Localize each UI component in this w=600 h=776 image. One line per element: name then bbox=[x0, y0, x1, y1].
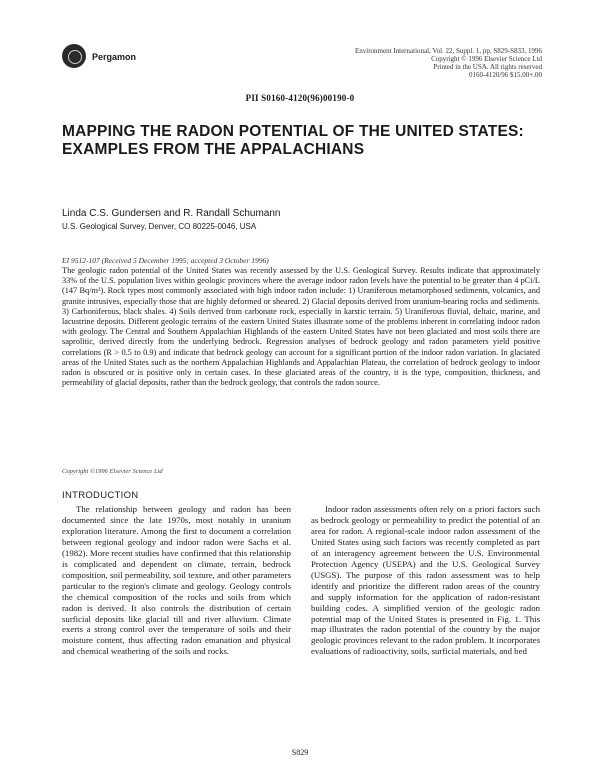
copyright-notice: Copyright ©1996 Elsevier Science Ltd bbox=[62, 468, 163, 475]
pii-identifier: PII S0160-4120(96)00190-0 bbox=[245, 93, 355, 103]
affiliation: U.S. Geological Survey, Denver, CO 80225-0046, USA bbox=[62, 222, 257, 231]
abstract: The geologic radon potential of the United States was recently assessed by the U.S. Geological Survey. Results indicate that approximately 33% of the U.S. population lives within geologic provinces where the average indoor radon levels have the potential to be greater than 4 pCi/L (147 Bq/m³). Rock types most commonly associated with high indoor radon include: 1) Uraniferous metamorphosed sediments, volcanics, and granite intrusives, especially those that are highly deformed or sheared. 2) Glacial deposits derived from uranium-bearing rocks and sediments. 3) Carboniferous, black shales. 4) Soils derived from carbonate rock, especially in karstic terrain. 5) Uraniferous fluvial, deltaic, marine, and lacustrine deposits. Different geologic terrains of the eastern United States illustrate some of the problems inherent in correlating indoor radon with geology. The Central and Southern Appalachian Highlands of the eastern United States have not been glaciated and most soils there are saprolitic, derived directly from the underlying bedrock. Regression analyses of bedrock geology and radon parameters yield positive correlations (R > 0.5 to 0.9) and indicate that bedrock geology can account for a significant portion of the indoor radon variation. In glaciated areas of the United States such as the northern Appalachian Highlands and Appalachian Plateau, the correlation of bedrock geology to indoor radon is obscured or is positive only in certain cases. In these glaciated areas of the country, it is the type, composition, thickness, and permeability of glacial deposits, rather than the bedrock geology, that controls the radon source. bbox=[62, 266, 540, 388]
journal-line: Printed in the USA. All rights reserved bbox=[433, 63, 542, 71]
journal-line: 0160-4120/96 $15.00+.00 bbox=[469, 71, 542, 79]
received-date: EI 9512-107 (Received 5 December 1995; accepted 3 October 1996) bbox=[62, 256, 269, 265]
journal-line: Environment International, Vol. 22, Suppl. 1, pp. S829-S833, 1996 bbox=[355, 47, 542, 55]
authors: Linda C.S. Gundersen and R. Randall Schumann bbox=[62, 208, 281, 219]
journal-citation bbox=[322, 47, 542, 79]
pergamon-logo bbox=[62, 44, 86, 68]
publisher-name: Pergamon bbox=[92, 52, 137, 62]
journal-line: Copyright © 1996 Elsevier Science Ltd bbox=[431, 55, 542, 63]
page-number: S829 bbox=[291, 748, 309, 757]
body-column-right: Indoor radon assessments often rely on a priori factors such as bedrock geology or permeability to predict the potential of an area for radon. A regional-scale indoor radon assessment of the United States using such factors was recently completed as part of an interagency agreement between the U.S. Environmental Protection Agency (USEPA) and the U.S. Geological Survey (USGS). The purpose of this radon assessment was to help identify and prioritize the different radon areas of the country and supply information for the application of radon-resistant building codes. A simplified version of the geologic radon potential map of the United States is presented in Fig. 1. This map illustrates the radon potential of the country by the major geologic provinces relevant to the radon problem. It incorporates evaluations of radioactivity, soils, surficial materials, and bed bbox=[311, 504, 540, 657]
paper-title: MAPPING THE RADON POTENTIAL OF THE UNITED STATES: EXAMPLES FROM THE APPALACHIANS bbox=[62, 123, 524, 158]
body-column-left: The relationship between geology and radon has been documented since the late 1970s, most notably in uranium exploration literature. Among the first to document a correlation between regional geology and indoor radon were Sachs et al. (1982). More recent studies have confirmed that this relationship is complicated and dependent on climate, terrain, bedrock composition, soil permeability, soil texture, and other parameters particular to the region's climate and geology. Geology controls the chemical composition of the rocks and soils from which radon is derived. It also controls the distribution of certain surficial deposits like glacial till and river alluvium. Climate exerts a strong control over the temperature of soils and their moisture content, thus affecting radon emanation and physical and chemical weathering of the soils and rocks. bbox=[62, 504, 291, 657]
section-heading: INTRODUCTION bbox=[62, 490, 139, 501]
